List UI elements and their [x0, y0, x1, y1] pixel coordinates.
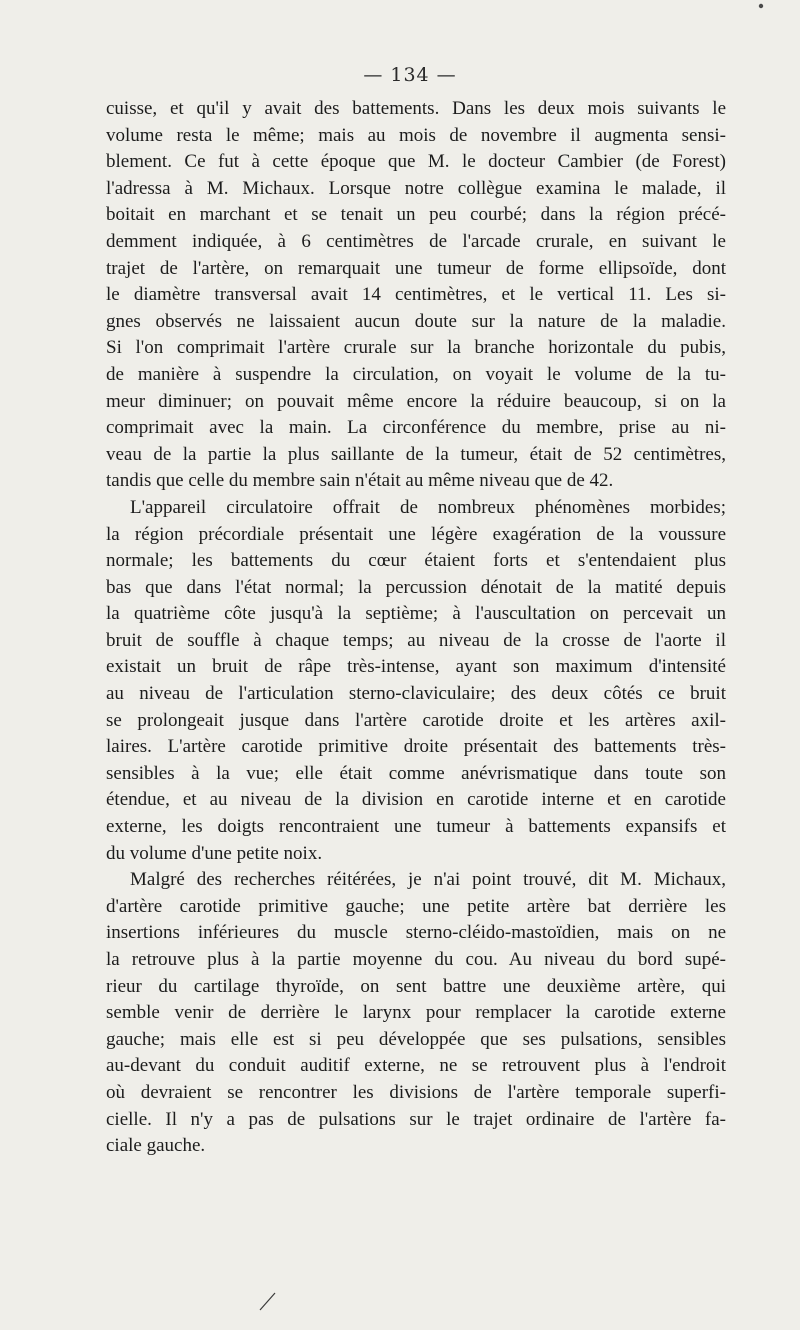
paragraph-1	[106, 96, 726, 495]
text-line: de manière à suspendre la circulation, on voyait le volume de la tu-	[106, 363, 726, 385]
text-line: rieur du cartilage thyroïde, on sent battre une deuxième artère, qui	[106, 975, 726, 997]
text-line: l'adressa à M. Michaux. Lorsque notre collègue examina le malade, il	[106, 177, 726, 199]
text-line: normale; les battements du cœur étaient forts et s'entendaient plus	[106, 550, 726, 572]
text-line: du volume d'une petite noix.	[106, 842, 323, 864]
text-line: la région précordiale présentait une légère exagération de la voussure	[106, 523, 726, 545]
text-line: existait un bruit de râpe très-intense, ayant son maximum d'intensité	[106, 656, 726, 678]
text-line: au niveau de l'articulation sterno-claviculaire; des deux côtés ce bruit	[106, 683, 726, 705]
text-line: gauche; mais elle est si peu développée que ses pulsations, sensibles	[106, 1028, 726, 1050]
text-line: demment indiquée, à 6 centimètres de l'arcade crurale, en suivant le	[106, 230, 726, 252]
text-line: ciale gauche.	[106, 1135, 206, 1157]
text-line: sensibles à la vue; elle était comme anévrismatique dans toute son	[106, 762, 726, 784]
text-line: Si l'on comprimait l'artère crurale sur la branche horizontale du pubis,	[106, 337, 726, 359]
text-line: laires. L'artère carotide primitive droite présentait des battements très-	[106, 736, 726, 758]
text-line: comprimait avec la main. La circonférence du membre, prise au ni-	[106, 417, 726, 439]
text-line: où devraient se rencontrer les divisions de l'artère temporale superfi-	[106, 1081, 726, 1103]
text-line: semble venir de derrière le larynx pour remplacer la carotide externe	[106, 1002, 726, 1024]
text-line: externe, les doigts rencontraient une tumeur à battements expansifs et	[106, 816, 726, 838]
text-line: trajet de l'artère, on remarquait une tumeur de forme ellipsoïde, dont	[106, 257, 726, 279]
text-line: tandis que celle du membre sain n'était au même niveau que de 42.	[106, 470, 614, 492]
text-line: gnes observés ne laissaient aucun doute sur la nature de la maladie.	[106, 310, 726, 332]
text-line: au-devant du conduit auditif externe, ne se retrouvent plus à l'endroit	[106, 1055, 726, 1077]
text-line: étendue, et au niveau de la division en carotide interne et en carotide	[106, 789, 726, 811]
paragraph-2	[106, 495, 726, 867]
paragraph-3	[106, 867, 726, 1160]
text-line: volume resta le même; mais au mois de novembre il augmenta sensi-	[106, 124, 726, 146]
text-line: meur diminuer; on pouvait même encore la réduire beaucoup, si on la	[106, 390, 726, 412]
text-line: la quatrième côte jusqu'à la septième; à l'auscultation on percevait un	[106, 603, 726, 625]
text-line: Malgré des recherches réitérées, je n'ai point trouvé, dit M. Michaux,	[130, 869, 726, 891]
ink-speck-top	[757, 2, 765, 10]
text-line: la retrouve plus à la partie moyenne du cou. Au niveau du bord supé-	[106, 949, 726, 970]
text-line: cielle. Il n'y a pas de pulsations sur le trajet ordinaire de l'artère fa-	[106, 1108, 726, 1130]
text-line: insertions inférieures du muscle sterno-cléido-mastoïdien, mais on ne	[106, 922, 726, 944]
text-line: L'appareil circulatoire offrait de nombreux phénomènes morbides;	[130, 496, 726, 518]
text-line: se prolongeait jusque dans l'artère carotide droite et les artères axil-	[106, 709, 726, 731]
text-line: bruit de souffle à chaque temps; au niveau de la crosse de l'aorte il	[106, 629, 726, 651]
text-line: d'artère carotide primitive gauche; une petite artère bat derrière les	[106, 895, 726, 917]
text-line: boitait en marchant et se tenait un peu courbé; dans la région précé-	[106, 204, 726, 226]
page-number: — 134 —	[363, 64, 457, 86]
text-line: veau de la partie la plus saillante de la tumeur, était de 52 centimètres,	[106, 443, 726, 465]
text-line: bas que dans l'état normal; la percussion dénotait de la matité depuis	[106, 576, 726, 598]
pen-mark-bottom	[258, 1290, 278, 1312]
text-line: blement. Ce fut à cette époque que M. le docteur Cambier (de Forest)	[106, 151, 726, 173]
text-line: le diamètre transversal avait 14 centimètres, et le vertical 11. Les si-	[106, 284, 726, 306]
text-line: cuisse, et qu'il y avait des battements. Dans les deux mois suivants le	[106, 98, 726, 119]
body-text	[106, 96, 726, 1160]
